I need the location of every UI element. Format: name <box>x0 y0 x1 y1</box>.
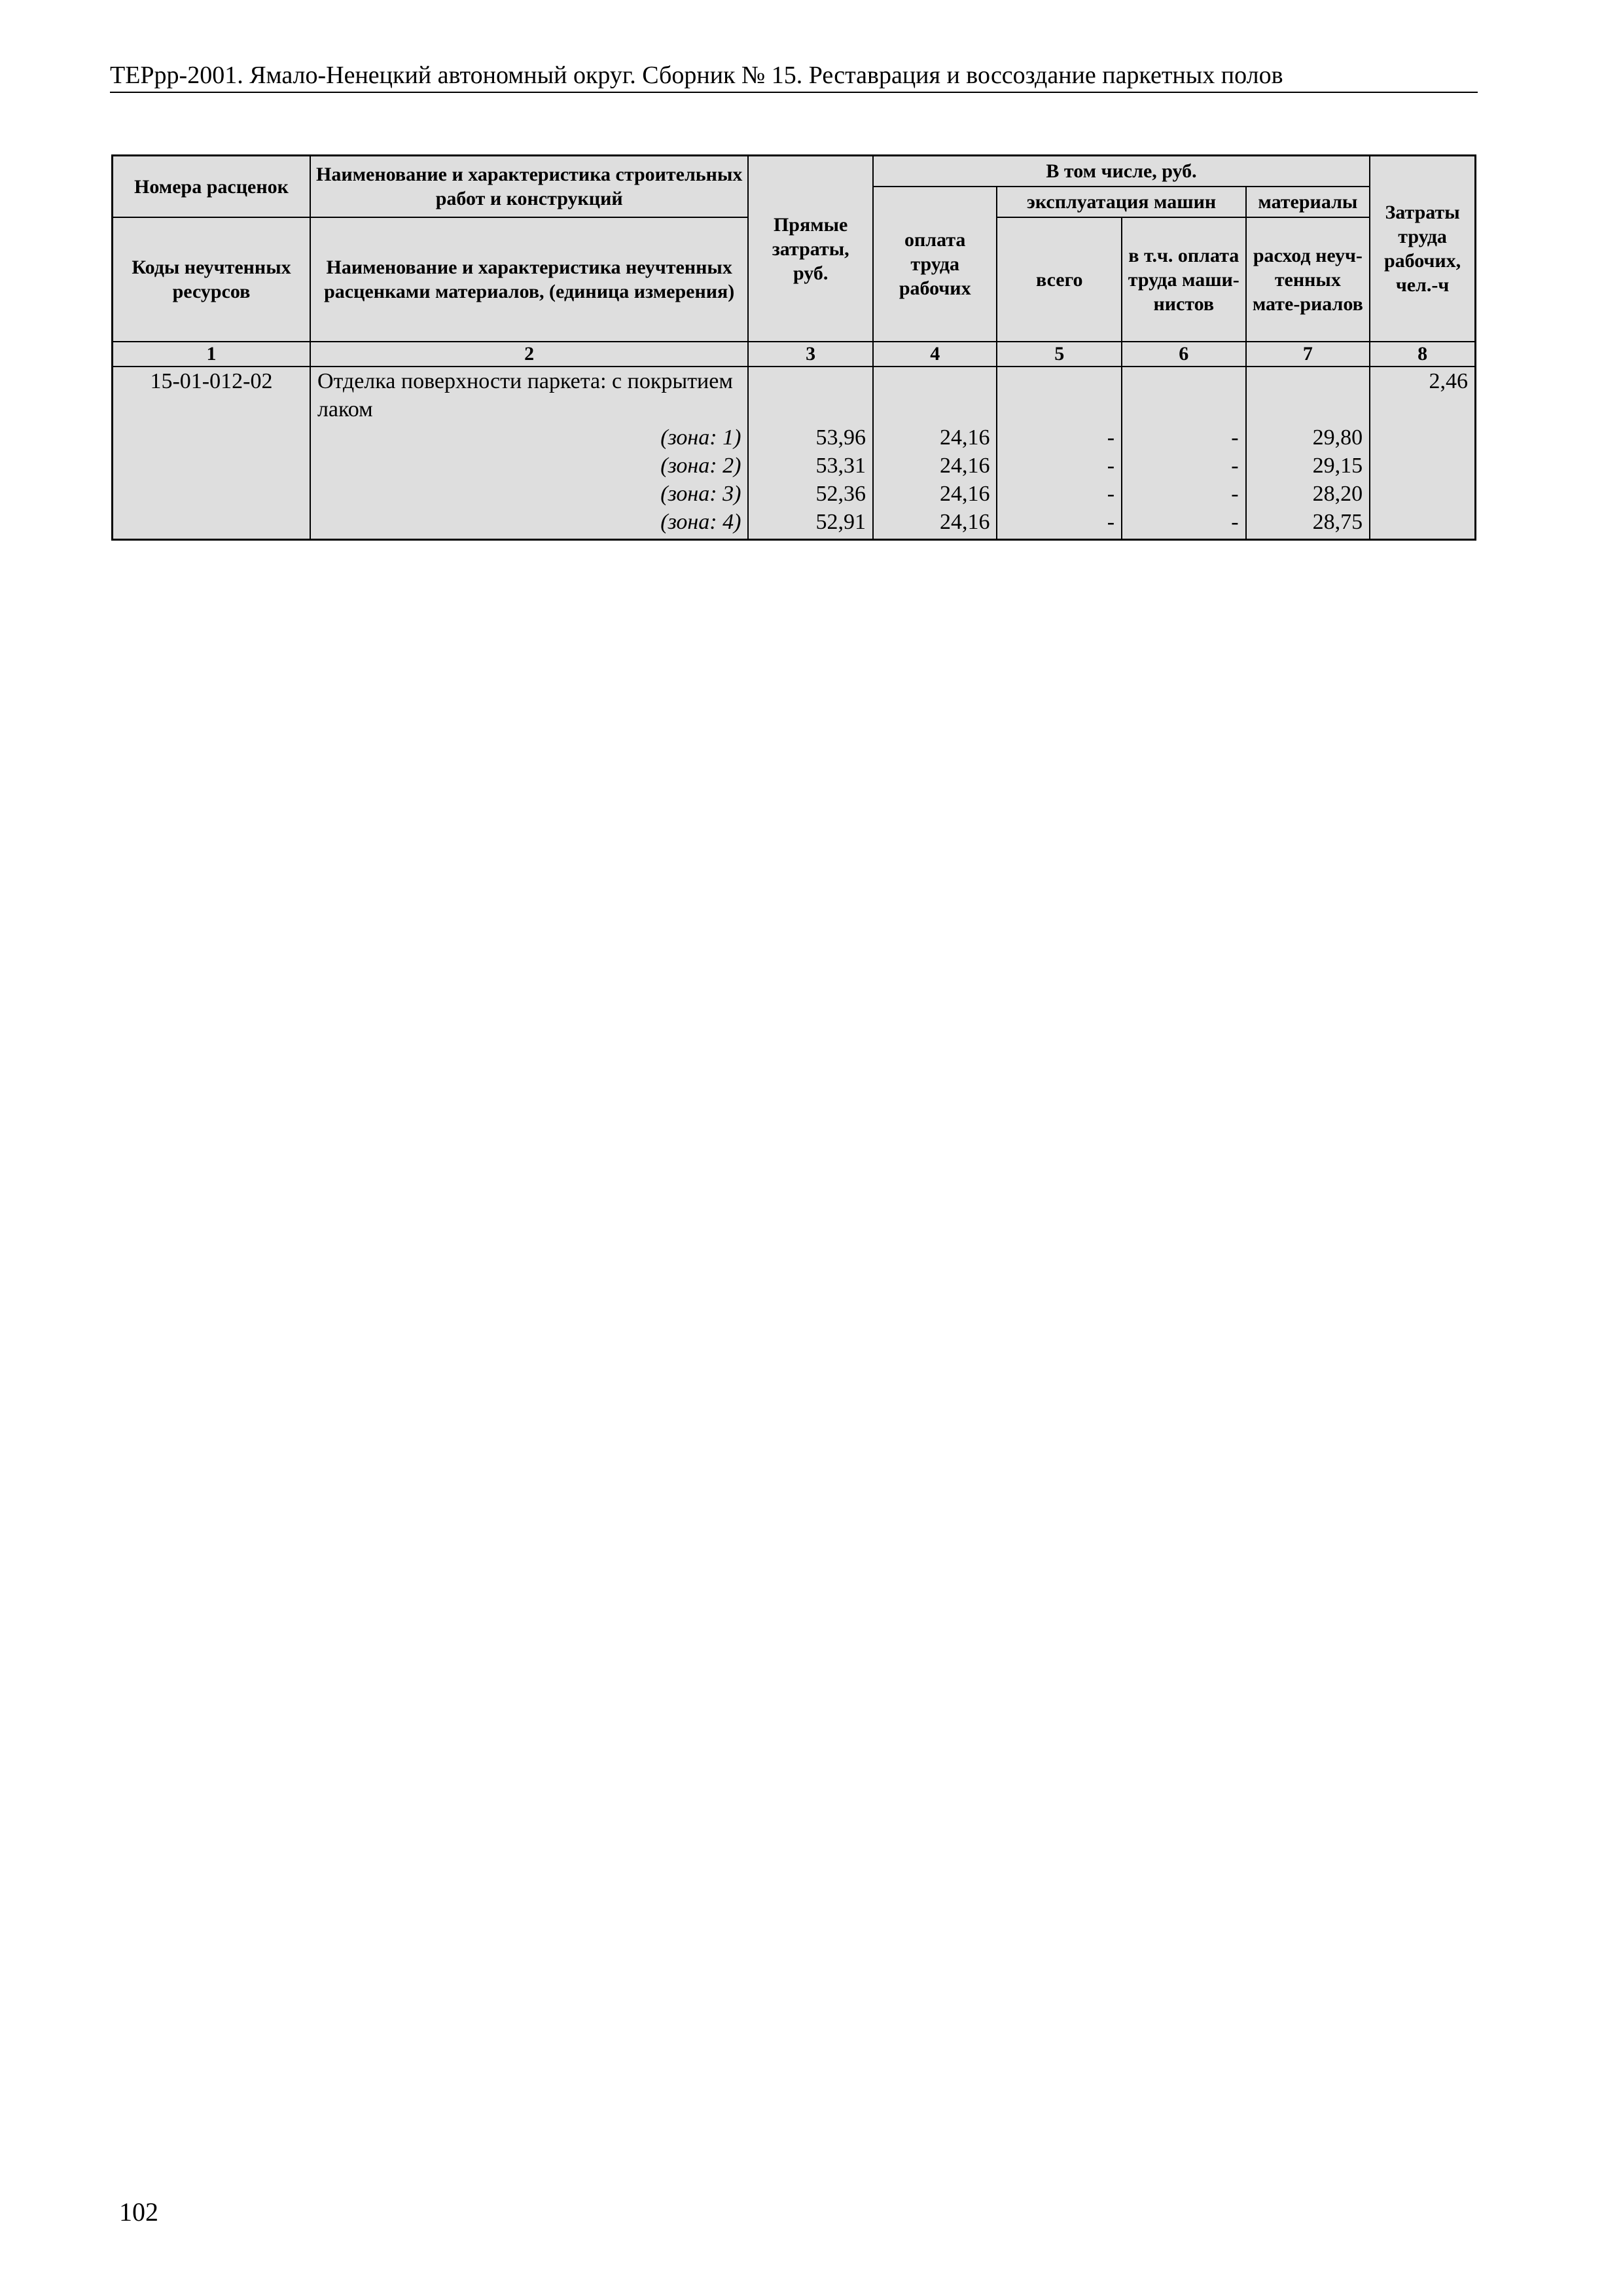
header-rate-numbers: Номера расценок <box>113 156 310 218</box>
zone-label: (зона: 2) <box>310 452 748 480</box>
direct-cost-value: 53,96 <box>748 423 873 452</box>
materials-value: 28,20 <box>1246 480 1370 508</box>
direct-cost-value: 52,36 <box>748 480 873 508</box>
machines-total-value: - <box>997 423 1122 452</box>
zone-row <box>113 452 1476 480</box>
header-worker-pay: оплата труда рабочих <box>873 187 997 342</box>
materials-value: 28,75 <box>1246 508 1370 540</box>
running-header: ТЕРрр-2001. Ямало-Ненецкий автономный округ. Сборник № 15. Реставрация и воссоздание паркетных полов <box>110 60 1478 93</box>
column-number: 7 <box>1246 342 1370 367</box>
zone-label: (зона: 4) <box>310 508 748 540</box>
header-unaccounted-materials: расход неуч-тенных мате-риалов <box>1246 217 1370 342</box>
worker-pay-value: 24,16 <box>873 452 997 480</box>
rate-code: 15-01-012-02 <box>113 367 310 423</box>
column-number: 6 <box>1122 342 1246 367</box>
header-machine-operation: эксплуатация машин <box>997 187 1245 217</box>
header-work-name: Наименование и характеристика строительных работ и конструкций <box>310 156 748 218</box>
header-resource-codes: Коды неучтенных ресурсов <box>113 217 310 342</box>
worker-pay-value: 24,16 <box>873 423 997 452</box>
column-number: 4 <box>873 342 997 367</box>
rates-table <box>111 154 1476 541</box>
column-number: 8 <box>1370 342 1475 367</box>
header-machines-total: всего <box>997 217 1122 342</box>
machinist-pay-value: - <box>1122 480 1246 508</box>
column-number: 1 <box>113 342 310 367</box>
machines-total-value: - <box>997 480 1122 508</box>
worker-pay-value: 24,16 <box>873 508 997 540</box>
header-labor-costs: Затраты труда рабочих, чел.-ч <box>1370 156 1475 342</box>
materials-value: 29,15 <box>1246 452 1370 480</box>
zone-row <box>113 508 1476 540</box>
header-machinist-pay: в т.ч. оплата труда маши-нистов <box>1122 217 1246 342</box>
materials-value: 29,80 <box>1246 423 1370 452</box>
zone-label: (зона: 3) <box>310 480 748 508</box>
header-materials: материалы <box>1246 187 1370 217</box>
zone-row <box>113 423 1476 452</box>
column-number: 3 <box>748 342 873 367</box>
direct-cost-value: 52,91 <box>748 508 873 540</box>
header-material-name: Наименование и характеристика неучтенных расценками материалов, (единица измерения) <box>310 217 748 342</box>
zone-row <box>113 480 1476 508</box>
direct-cost-value: 53,31 <box>748 452 873 480</box>
worker-pay-value: 24,16 <box>873 480 997 508</box>
column-number: 2 <box>310 342 748 367</box>
machinist-pay-value: - <box>1122 452 1246 480</box>
column-number: 5 <box>997 342 1122 367</box>
labor-cost-value: 2,46 <box>1370 367 1475 423</box>
machinist-pay-value: - <box>1122 508 1246 540</box>
zone-label: (зона: 1) <box>310 423 748 452</box>
machinist-pay-value: - <box>1122 423 1246 452</box>
rate-name: Отделка поверхности паркета: с покрытием лаком <box>310 367 748 423</box>
header-direct-costs: Прямые затраты, руб. <box>748 156 873 342</box>
page-number: 102 <box>119 2197 158 2227</box>
machines-total-value: - <box>997 508 1122 540</box>
header-including: В том числе, руб. <box>873 156 1370 187</box>
machines-total-value: - <box>997 452 1122 480</box>
